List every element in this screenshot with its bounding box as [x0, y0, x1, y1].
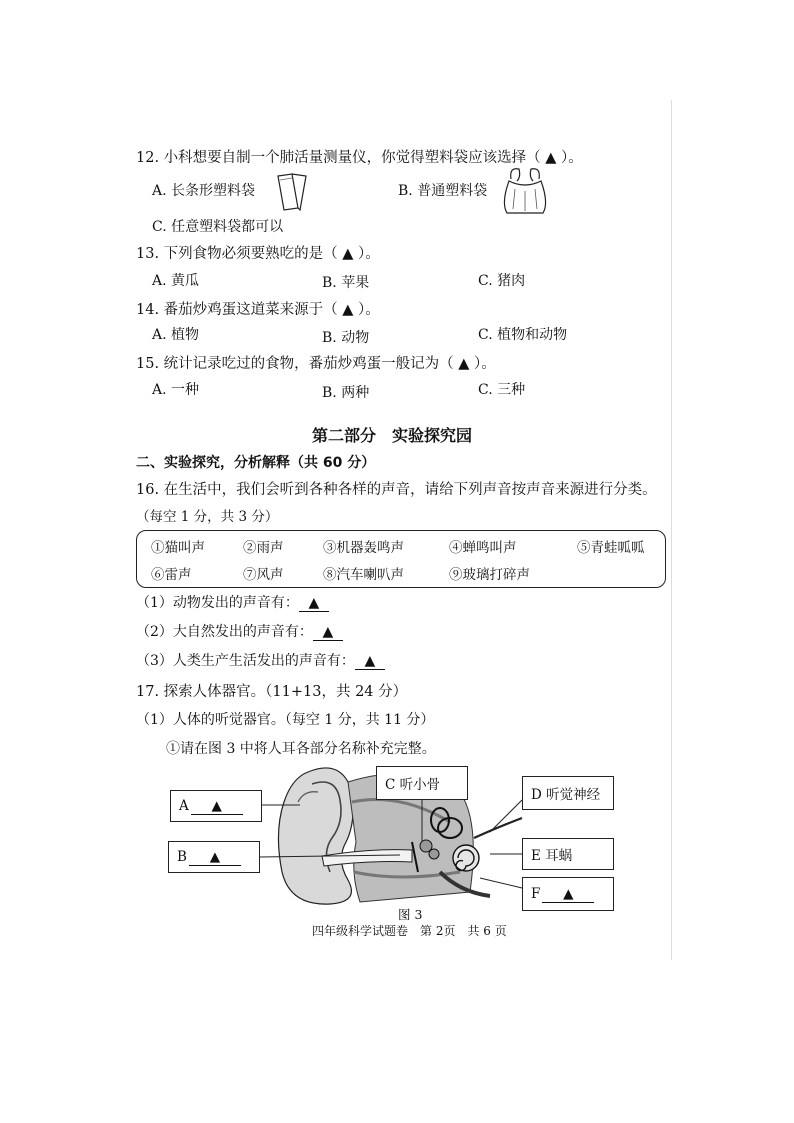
q17-stem: 17. 探索人体器官。（11+13，共 24 分）: [136, 684, 408, 700]
part2-title: 第二部分 实验探究园: [312, 426, 473, 445]
section2-heading: 二、实验探究，分析解释（共 60 分）: [136, 455, 376, 471]
label-box-e: E 耳蜗: [522, 838, 614, 870]
sound-item: ⑥雷声: [151, 567, 192, 583]
q16-stem: 16. 在生活中，我们会听到各种各样的声音，请给下列声音按声音来源进行分类。: [136, 482, 657, 498]
q15-option-c: C. 三种: [478, 382, 526, 398]
q14-option-c: C. 植物和动物: [478, 327, 568, 343]
long-bag-illustration: [270, 170, 320, 212]
q12-stem: 12. 小科想要自制一个肺活量测量仪，你觉得塑料袋应该选择（ ▲ ）。: [136, 150, 583, 166]
ordinary-bag-illustration: [497, 163, 553, 219]
q13-stem: 13. 下列食物必须要熟吃的是（ ▲ ）。: [136, 246, 380, 262]
q15-option-b: B. 两种: [322, 385, 370, 401]
answer-blank[interactable]: ▲: [355, 653, 385, 670]
q17-sub1: （1）人体的听觉器官。（每空 1 分，共 11 分）: [136, 712, 435, 728]
label-box-c: C 听小骨: [376, 766, 468, 800]
label-box-a[interactable]: A ▲: [170, 790, 262, 822]
q14-option-b: B. 动物: [322, 330, 370, 346]
answer-blank[interactable]: ▲: [191, 798, 243, 815]
q13-option-b: B. 苹果: [322, 275, 370, 291]
sound-item: ⑤青蛙呱呱: [577, 540, 645, 556]
q12-option-a: A. 长条形塑料袋: [152, 183, 256, 199]
label-box-d: D 听觉神经: [522, 776, 614, 810]
q16-score: （每空 1 分，共 3 分）: [136, 509, 279, 525]
q15-option-a: A. 一种: [152, 382, 200, 398]
answer-blank[interactable]: ▲: [299, 595, 329, 612]
q13-option-a: A. 黄瓜: [152, 273, 200, 289]
q14-stem: 14. 番茄炒鸡蛋这道菜来源于（ ▲ ）。: [136, 302, 380, 318]
q15-stem: 15. 统计记录吃过的食物，番茄炒鸡蛋一般记为（ ▲ ）。: [136, 356, 496, 372]
answer-blank[interactable]: ▲: [542, 886, 594, 903]
sound-item: ⑧汽车喇叭声: [323, 567, 404, 583]
sound-item: ①猫叫声: [151, 540, 205, 556]
answer-blank[interactable]: ▲: [189, 849, 241, 866]
q16-sub2: （2）大自然发出的声音有： ▲: [136, 621, 343, 641]
q16-sub1: （1）动物发出的声音有： ▲: [136, 592, 329, 612]
sound-item: ③机器轰鸣声: [323, 540, 404, 556]
page-footer: 四年级科学试题卷 第 2页 共 6 页: [312, 924, 507, 938]
answer-blank[interactable]: ▲: [313, 624, 343, 641]
q17-instruction: ①请在图 3 中将人耳各部分名称补充完整。: [166, 741, 436, 757]
sound-list-box: [136, 530, 666, 588]
q12-option-b: B. 普通塑料袋: [398, 183, 488, 199]
sound-item: ⑦风声: [243, 567, 284, 583]
figure-caption: 图 3: [398, 907, 423, 922]
q14-option-a: A. 植物: [152, 327, 200, 343]
label-box-f[interactable]: F ▲: [522, 877, 614, 911]
q16-sub3: （3）人类生产生活发出的声音有： ▲: [136, 650, 385, 670]
sound-item: ④蝉鸣叫声: [449, 540, 517, 556]
q12-option-c: C. 任意塑料袋都可以: [152, 219, 284, 235]
scan-edge-line: [671, 100, 672, 960]
sound-item: ②雨声: [243, 540, 284, 556]
sound-item: ⑨玻璃打碎声: [449, 567, 530, 583]
label-box-b[interactable]: B ▲: [168, 841, 260, 873]
q13-option-c: C. 猪肉: [478, 273, 526, 289]
